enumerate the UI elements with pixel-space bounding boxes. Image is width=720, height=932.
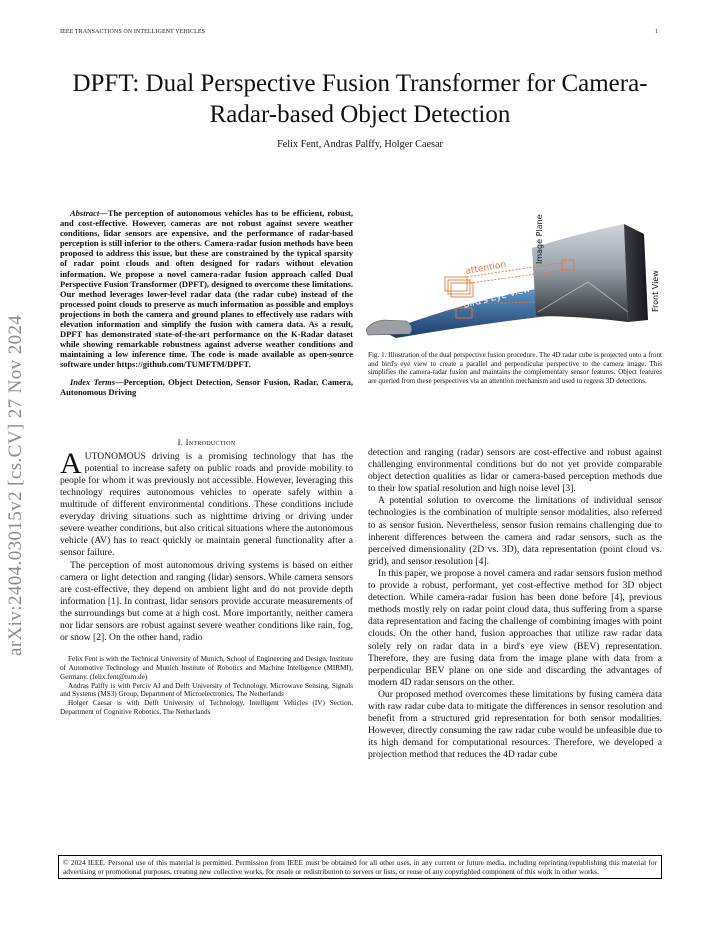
figure-caption: Fig. 1. Illustration of the dual perspective fusion procedure. The 4D radar cube is projected onto a front and bird's eye view to create a parallel and perpendicular perspective to the camera image. This simplifies the camera-radar fusion and maintains the complementary sensor features. Object features are queried from these perspectives via an attention mechanism and used to regress 3D detections. <box>368 351 662 385</box>
running-head: IEEE TRANSACTIONS ON INTELLIGENT VEHICLES <box>60 29 206 35</box>
intro-paragraph-4: A potential solution to overcome the limitations of individual sensor technologies is the combination of multiple sensor modalities, also referred to as sensor fusion. Nevertheless, sensor fusion remains challenging due to inherent differences between the camera and radar sensors, such as the perceived dimensionality (2D vs. 3D), data representation (point cloud vs. grid), and sensor resolution [4]. <box>368 495 662 567</box>
abstract-label: Abstract <box>70 208 100 218</box>
abstract-text: —The perception of autonomous vehicles has to be efficient, robust, and cost-effective. However, cameras are not robust against severe weather conditions, lidar sensors are expensive, and the performance of radar-based perception is still inferior to the others. Camera-radar fusion methods have been proposed to address this issue, but these are constrained by the typical sparsity of radar point clouds and often designed for radars without elevation information. We propose a novel camera-radar fusion approach called Dual Perspective Fusion Transformer (DPFT), designed to overcome these limitations. Our method leverages lower-level radar data (the radar cube) instead of the processed point clouds to preserve as much information as possible and employs projections in both the camera and ground planes to effectively use radars with elevation information and simplify the fusion with camera data. As a result, DPFT has demonstrated state-of-the-art performance on the K-Radar dataset while showing remarkable robustness against adverse weather conditions and maintaining a low inference time. The code is made available as open-source software under https://github.com/TUMFTM/DPFT. <box>60 208 353 370</box>
front-view-plane <box>624 224 648 322</box>
abstract <box>60 208 353 370</box>
footnote-palffy: Andras Palffy is with Perciv AI and Delft University of Technology, Microwave Sensing, Signals and Systems (MS3) Group, Department of Microelectronics, The Netherlands <box>60 681 353 699</box>
intro-paragraph-6: Our proposed method overcomes these limitations by fusing camera data with raw radar cube data to mitigate the differences in sensor resolution and benefit from a structured grid representation for both sensor modalities. However, directly consuming the raw radar cube would be unfeasible due to its high demand for computational resources. Therefore, we developed a projection method that reduces the 4D radar cube <box>368 688 662 761</box>
paper-authors: Felix Fent, Andras Palffy, Holger Caesar <box>277 139 443 150</box>
intro-paragraph-1-text: UTONOMOUS driving is a promising technology that has the potential to increase safety on public roads and provide mobility to people for whom it was previously not accessible. However, leveraging this technology requires autonomous vehicles to operate safely within a multitude of different environmental conditions. These conditions include everyday driving situations such as nighttime driving or driving under severe weather conditions, but also critical situations where the autonomous vehicle (AV) has to react quickly or maintain general functionality after a sensor failure. <box>60 450 353 559</box>
vehicle-icon <box>366 320 412 335</box>
author-footnotes <box>60 655 353 717</box>
dual-perspective-illustration <box>366 204 664 346</box>
attention-label: attention <box>464 259 507 277</box>
index-terms-text: —Perception, Object Detection, Sensor Fusion, Radar, Camera, Autonomous Driving <box>60 376 353 397</box>
section-heading: I. Introduction <box>177 436 236 447</box>
copyright-notice: © 2024 IEEE. Personal use of this material is permitted. Permission from IEEE must be obtained for all other uses, in any current or future media, including reprinting/republishing this material for advertising or promotional purposes, creating new collective works, for resale or redistribution to servers or lists, or reuse of any copyrighted component of this work in other works. <box>58 855 662 879</box>
figure-1 <box>366 204 664 346</box>
image-plane-label: Image Plane <box>535 214 544 264</box>
intro-paragraph-5: In this paper, we propose a novel camera and radar sensors fusion method to provide a robust, performant, yet cost-effective method for 3D object detection. While camera-radar fusion has been done before [4], previous methods mostly rely on radar point cloud data, thus suffering from a sparse data representation and facing the challenge of combining images with point clouds. On the other hand, fusion approaches that utilize raw radar data solely rely on radar data in a bird's eye view (BEV) representation. Therefore, they are fusing data from the image plane with data from a perpendicular BEV plane on one side and discarding the advantages of modern 4D radar sensors on the other. <box>368 567 662 688</box>
index-terms <box>60 377 353 397</box>
footnote-fent: Felix Fent is with the Technical University of Munich, School of Engineering and Design, Institute of Automotive Technology and Munich Institute of Robotics and Machine Intelligence (MIRMI), Germany. (felix.fent@tum.de) <box>60 655 353 681</box>
intro-paragraph-1 <box>60 446 353 560</box>
left-column <box>60 208 353 717</box>
drop-cap: A <box>60 446 82 480</box>
intro-paragraph-3: detection and ranging (radar) sensors are cost-effective and robust against challenging environmental conditions but do not yet provide comparable object detection qualities as lidar or camera-based perception methods due to their low spatial resolution and high noise level [3]. <box>368 447 662 495</box>
footnote-caesar: Holger Caesar is with Delft University of Technology, Intelligent Vehicles (IV) Section, Department of Cognitive Robotics, The Netherlands <box>60 699 353 716</box>
arxiv-identifier: arXiv:2404.03015v2 [cs.CV] 27 Nov 2024 <box>5 314 26 656</box>
paper-title: DPFT: Dual Perspective Fusion Transformer for Camera-Radar-based Object Detection <box>72 70 648 128</box>
front-view-label: Front View <box>651 270 660 312</box>
page-number: 1 <box>655 29 658 35</box>
intro-paragraph-2: The perception of most autonomous driving systems is based on either camera or light detection and ranging (lidar) sensors. While camera sensors are cost-effective, they depend on ambient light and do not provide depth information [1]. In contrast, lidar sensors provide accurate measurements of the surroundings but come at a high cost. More importantly, neither camera nor lidar sensors are robust against severe weather conditions like rain, fog, or snow [2]. On the other hand, radio <box>60 559 353 644</box>
birds-eye-view-label: Bird's Eye View <box>462 284 532 311</box>
right-column <box>368 447 662 761</box>
index-terms-label: Index Terms <box>70 376 116 387</box>
